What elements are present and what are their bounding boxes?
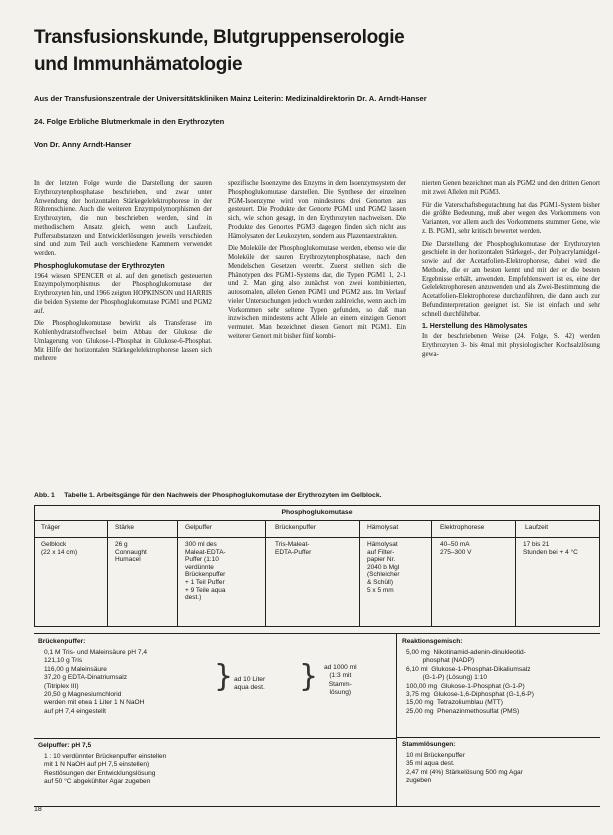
reagent-section [34, 633, 600, 807]
procedure-table [34, 505, 600, 627]
aqua-note: ad 10 Liter aqua dest. [234, 676, 266, 692]
paragraph: Die Darstellung der Phosphoglukomutase der Erythrozyten geschieht in der horizontalen Stärkegel-, der Polyacrylamidgel- sowie auf der Acetatfolien-Elektrophorese, dabei wird die Methode, die er am besten kennt und mit der er die besten Ergebnisse erhält, anwenden. Empfehlenswert ist es, eine der Gelelektrophoresen anzuwenden und als Zwei-Bestimmung die Acetatfolien-Elektrophorese durchzuführen, die dann auch zur Befundinterpretation geeignet ist. Sie ist einfach und sehr schnell durchführbar. [422, 240, 600, 318]
article-body [34, 180, 600, 488]
column-header: Laufzeit [525, 524, 549, 531]
column-divider [177, 520, 178, 626]
column-divider [431, 520, 432, 626]
table-cell: Hämolysat auf Filter- papier Nr. 2040 b Mgl (Schleicher & Schüll) 5 x 5 mm [367, 541, 400, 594]
bridge-buffer-title: Brückenpuffer: [38, 638, 86, 645]
page-number: 18 [34, 806, 42, 813]
paragraph: 1964 wiesen SPENCER et al. auf den genetisch gesteuerten Enzympolymorphismus der Phosphoglukomutase der Erythrozyten hin, und 1966 zeigten HOPKINSON und HARRIS die beiden Systeme der Phosphoglukomutase PGM1 und PGM2 auf. [34, 272, 212, 315]
column-divider [359, 520, 360, 626]
caption-text: Tabelle 1. Arbeitsgänge für den Nachweis der Phosphoglukomutase der Erythrozyten im Gelblock. [64, 492, 382, 499]
paragraph: nierten Genen bezeichnet man als PGM2 und den dritten Genort mit zwei Allelen mit PGM3. [422, 180, 600, 196]
table-caption [34, 492, 382, 499]
section-heading: 1. Herstellung des Hämolysates [422, 323, 528, 331]
column-1 [34, 180, 212, 368]
figure-label: Abb. 1 [34, 492, 55, 499]
column-3 [422, 180, 600, 363]
brace-mark: } [214, 659, 234, 694]
section-divider [396, 634, 397, 806]
series-line: 24. Folge Erbliche Blutmerkmale in den Erythrozyten [34, 117, 225, 126]
table-cell: Gelblock (22 x 14 cm) [41, 541, 78, 556]
column-divider [265, 520, 266, 626]
reaction-mix-title: Reaktionsgemisch: [402, 638, 463, 645]
paragraph: Für die Vaterschaftsbegutachtung hat das PGM1-System bisher die größte Bedeutung, muß aber wegen des Vorkommens von Varianten, vor allem auch des Vorkommens stummer Gene, wie z. B. PGM1, sehr kritisch bewertet werden. [422, 201, 600, 235]
column-divider [107, 520, 108, 626]
paragraph: Die Moleküle der Phosphoglukomutase werden, ebenso wie die Moleküle der sauren Erythrozytenphosphatase, nach den Mendelschen Gesetzen vererbt. Zuerst stellten sich die Phänotypen des PGM1-Systems dar, die Typen PGM1 1, 2-1 und 2. Man ging also zunächst von zwei kombinierten, autosomalen, allelen Genen PGM1 und PGM2 aus. Im Verlauf vieler Untersuchungen jedoch wurden zahlreiche, wenn auch im Vorkommen sehr seltene Typen gefunden, so daß man inzwischen mindestens acht Allele an einem einzigen Genort vermutet. Man bezeichnet diesen Genort mit PGM1. Ein weiterer Genort mit bisher fünf kombi- [228, 245, 406, 340]
institution-line: Aus der Transfusionszentrale der Universitätskliniken Mainz Leiterin: Medizinaldirektorin Dr. A. Arndt-Hanser [34, 94, 427, 103]
column-header: Elektrophorese [440, 524, 485, 531]
storage-note: ad 1000 ml (1:3 mit Stamm- lösung) [324, 664, 357, 697]
section-heading: Phosphoglukomutase der Erythrozyten [34, 262, 165, 270]
column-2 [228, 180, 406, 346]
paragraph: In der beschriebenen Weise (24. Folge, S. 42) werden Erythrozyten 3- bis 4mal mit physiologischer Kochsalzlösung gewa- [422, 333, 600, 358]
gel-buffer-title: Gelpuffer: pH 7,5 [38, 742, 92, 749]
title-line-1: Transfusionskunde, Blutgruppenserologie [34, 27, 405, 48]
column-header: Brückenpuffer [275, 524, 316, 531]
page-title [34, 24, 594, 78]
bridge-buffer-recipe: 0,1 M Tris- und Maleinsäure pH 7,4 121,10 g Tris 116,00 g Maleinsäure 37,20 g EDTA-Dinatriumsalz (Titriplex III) 20,50 g Magnesiumchlorid werden mit etwa 1 Liter 1 N NaOH auf pH 7,4 eingestellt [44, 649, 147, 715]
brace-mark: } [299, 659, 319, 694]
paragraph: Die Phosphoglukomutase bewirkt als Transferase im Kohlenhydratstoffwechsel beim Abbau der Glukose die Umlagerung von Glukose-1-Phosphat in Glukose-6-Phosphat. Mit Hilfe der horizontalen Stärkegelelektrophorese lassen sich mehrere [34, 320, 212, 363]
reaction-mix-recipe: 5,00 mg Nikotinamid-adenin-dinukleotid- phosphat (NADP) 6,10 ml Glukose-1-Phosphat-Dikaliumsalz (G-1-P) (Lösung) 1:10 100,00 mg Glukose-1-Phosphat (G-1-P) 3,75 mg Glukose-1,6-Diphosphat (G-1,6-P) 15,00 mg Tetrazoliumblau (MTT) 25,00 mg Phenazinmethosulfat (PMS) [406, 649, 534, 715]
table-cell: 17 bis 21 Stunden bei + 4 °C [523, 541, 578, 556]
gel-buffer-recipe: 1 : 10 verdünnter Brückenpuffer einstellen mit 1 N NaOH auf pH 7,5 einstellen) Restlösungen der Entwicklungslösung auf 50 °C abgekühlter Agar zugeben [44, 753, 167, 786]
paragraph: spezifische Isoenzyme des Enzyms in dem Isoenzymsystem der Phosphoglukomutase darstellen. Die Synthese der einzelnen PGM-Isoenzyme wird von mindestens drei Genorten aus gesteuert. Die Produkte der Genorte PGM1 und PGM2 lassen sich, wie schon gesagt, in den Erythrozyten nachweisen. Die Produkte des Genortes PGM3 dagegen finden sich nicht aus Hämolysaten der Leukozyten, sondern aus Plazentaextrakten. [228, 180, 406, 240]
table-cell: 300 ml des Maleat-EDTA- Puffer (1:10 verdünnte Brückenpuffer + 1 Teil Puffer + 9 Teile aqua dest.) [185, 541, 226, 602]
column-header: Gelpuffer [185, 524, 213, 531]
column-divider [515, 520, 516, 626]
stock-solution-title: Stammlösungen: [402, 741, 456, 748]
table-cell: 26 g Connaught Humacel [115, 541, 147, 564]
column-header: Träger [41, 524, 61, 531]
table-cell: Tris-Maleat- EDTA-Puffer [275, 541, 312, 556]
column-header: Stärke [115, 524, 135, 531]
author-line: Von Dr. Anny Arndt-Hanser [34, 140, 132, 149]
stock-solution-recipe: 10 ml Brückenpuffer 35 ml aqua dest. 2,47 ml (4%) Stärkelösung 500 mg Agar zugeben [406, 752, 523, 785]
title-line-2: und Immunhämatologie [34, 54, 243, 75]
section-divider [34, 738, 396, 739]
table-cell: 40–50 mA 275–300 V [440, 541, 472, 556]
table-group-header: Phosphoglukomutase [35, 506, 599, 521]
section-divider [396, 737, 600, 738]
paragraph: In der letzten Folge wurde die Darstellung der sauren Erythrozytenphosphatase beschrieben, und zwar unter Anwendung der horizontalen Stärkegelelektrophorese in der Röhrenschiene. Auch die weiteren Enzympolymorphismen der Erythrozyten, die nun beschrieben werden, sind in methodischem Ansatz gleich, wenn auch Laufzeit, Puffersubstanzen und Entwicklerlösungen jeweils verschieden sind und zum Teil auch verschiedene Kammern verwendet werden. [34, 180, 212, 257]
column-header: Hämolysat [367, 524, 399, 531]
